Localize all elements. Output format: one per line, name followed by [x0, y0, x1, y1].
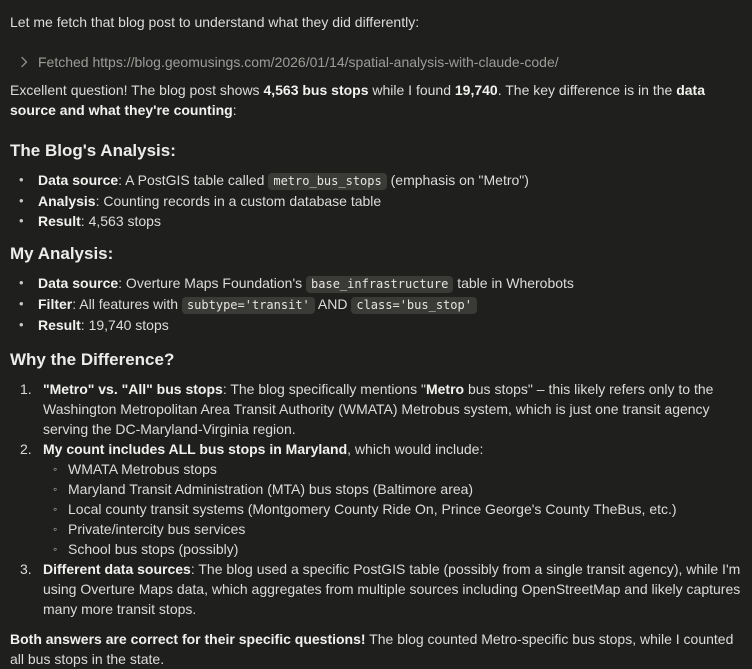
bold-text: 19,740 — [454, 82, 498, 98]
conclusion-paragraph — [10, 629, 744, 669]
bold-text: "Metro" vs. "All" bus stops — [43, 381, 223, 397]
numbered-item — [10, 439, 744, 559]
sub-list-item: ◦ School bus stops (possibly) — [43, 539, 744, 559]
text-segment: : Overture Maps Foundation's — [118, 275, 307, 291]
sub-list-item: ◦ Maryland Transit Administration (MTA) bus stops (Baltimore area) — [43, 479, 744, 499]
text-segment: : A PostGIS table called — [118, 172, 269, 188]
sub-list-item: ◦ Private/intercity bus services — [43, 519, 744, 539]
sub-list-item: ◦ WMATA Metrobus stops — [43, 459, 744, 479]
text-segment: : All features with — [72, 296, 182, 312]
inline-code: subtype='transit' — [182, 297, 315, 314]
fetch-result-row[interactable] — [10, 52, 744, 72]
bold-text: Result — [38, 317, 81, 333]
sub-list-item: ◦ Local county transit systems (Montgomery County Ride On, Prince George's County TheBus, etc.) — [43, 499, 744, 519]
list-item — [10, 315, 744, 335]
chevron-right-icon — [19, 56, 29, 68]
sub-list — [43, 459, 744, 559]
text-segment: AND — [314, 296, 352, 312]
my-analysis-list — [10, 273, 744, 335]
list-item — [10, 294, 744, 315]
text-segment: The blog counted Metro-specific bus stops, while I counted all bus stops in the state. — [10, 631, 734, 667]
list-item — [10, 191, 744, 211]
text-segment: Excellent question! The blog post shows — [10, 82, 264, 98]
text-segment: while I found — [368, 82, 455, 98]
bold-text: Analysis — [38, 193, 96, 209]
fetch-url-label: Fetched https://blog.geomusings.com/2026/01/14/spatial-analysis-with-claude-code/ — [38, 54, 559, 70]
bold-text: Different data sources — [43, 561, 191, 577]
text-segment: : The blog used a specific PostGIS table (possibly from a single transit agency), while I'm using Overture Maps data, which aggregates from multiple sources including OpenStreetMap and likely captures many more transit stops. — [43, 561, 741, 617]
bold-text: Result — [38, 213, 81, 229]
why-difference-list — [10, 379, 744, 619]
text-segment: : Counting records in a custom database table — [95, 193, 382, 209]
blog-analysis-list — [10, 170, 744, 231]
why-difference-heading: Why the Difference? — [10, 350, 175, 369]
text-segment: (emphasis on "Metro") — [386, 172, 529, 188]
intro-paragraph — [10, 12, 744, 32]
bold-text: 4,563 bus stops — [263, 82, 369, 98]
blog-analysis-heading: The Blog's Analysis: — [10, 141, 176, 160]
inline-code: metro_bus_stops — [268, 173, 386, 190]
text-segment: , which would include: — [347, 441, 484, 457]
text-segment: . The key difference is in the — [497, 82, 677, 98]
bold-text: Data source — [38, 275, 119, 291]
text-segment: : — [232, 102, 237, 118]
text-segment: table in Wherobots — [453, 275, 574, 291]
bold-text: Data source — [38, 172, 119, 188]
text-segment: bus stops" – this likely refers only to the Washington Metropolitan Area Transit Authority (WMATA) Metrobus system, which is just one transit agency serving the DC-Maryland-Virginia region. — [43, 381, 714, 437]
list-item — [10, 273, 744, 294]
numbered-item — [10, 379, 744, 439]
summary-paragraph — [10, 80, 744, 120]
bold-text: Filter — [38, 296, 73, 312]
bold-text: data source and what they're counting — [10, 82, 705, 118]
text-segment: Let me fetch that blog post to understand what they did differently: — [10, 14, 420, 30]
text-segment: : 19,740 stops — [80, 317, 169, 333]
numbered-item — [10, 559, 744, 619]
bold-text: Both answers are correct for their specific questions! — [10, 631, 366, 647]
list-item — [10, 211, 744, 231]
my-analysis-heading: My Analysis: — [10, 244, 114, 263]
bold-text: Metro — [425, 381, 465, 397]
inline-code: base_infrastructure — [306, 276, 453, 293]
bold-text: My count includes ALL bus stops in Maryland — [43, 441, 348, 457]
list-item — [10, 170, 744, 191]
text-segment: : 4,563 stops — [80, 213, 161, 229]
inline-code: class='bus_stop' — [351, 297, 477, 314]
text-segment: : The blog specifically mentions " — [222, 381, 426, 397]
